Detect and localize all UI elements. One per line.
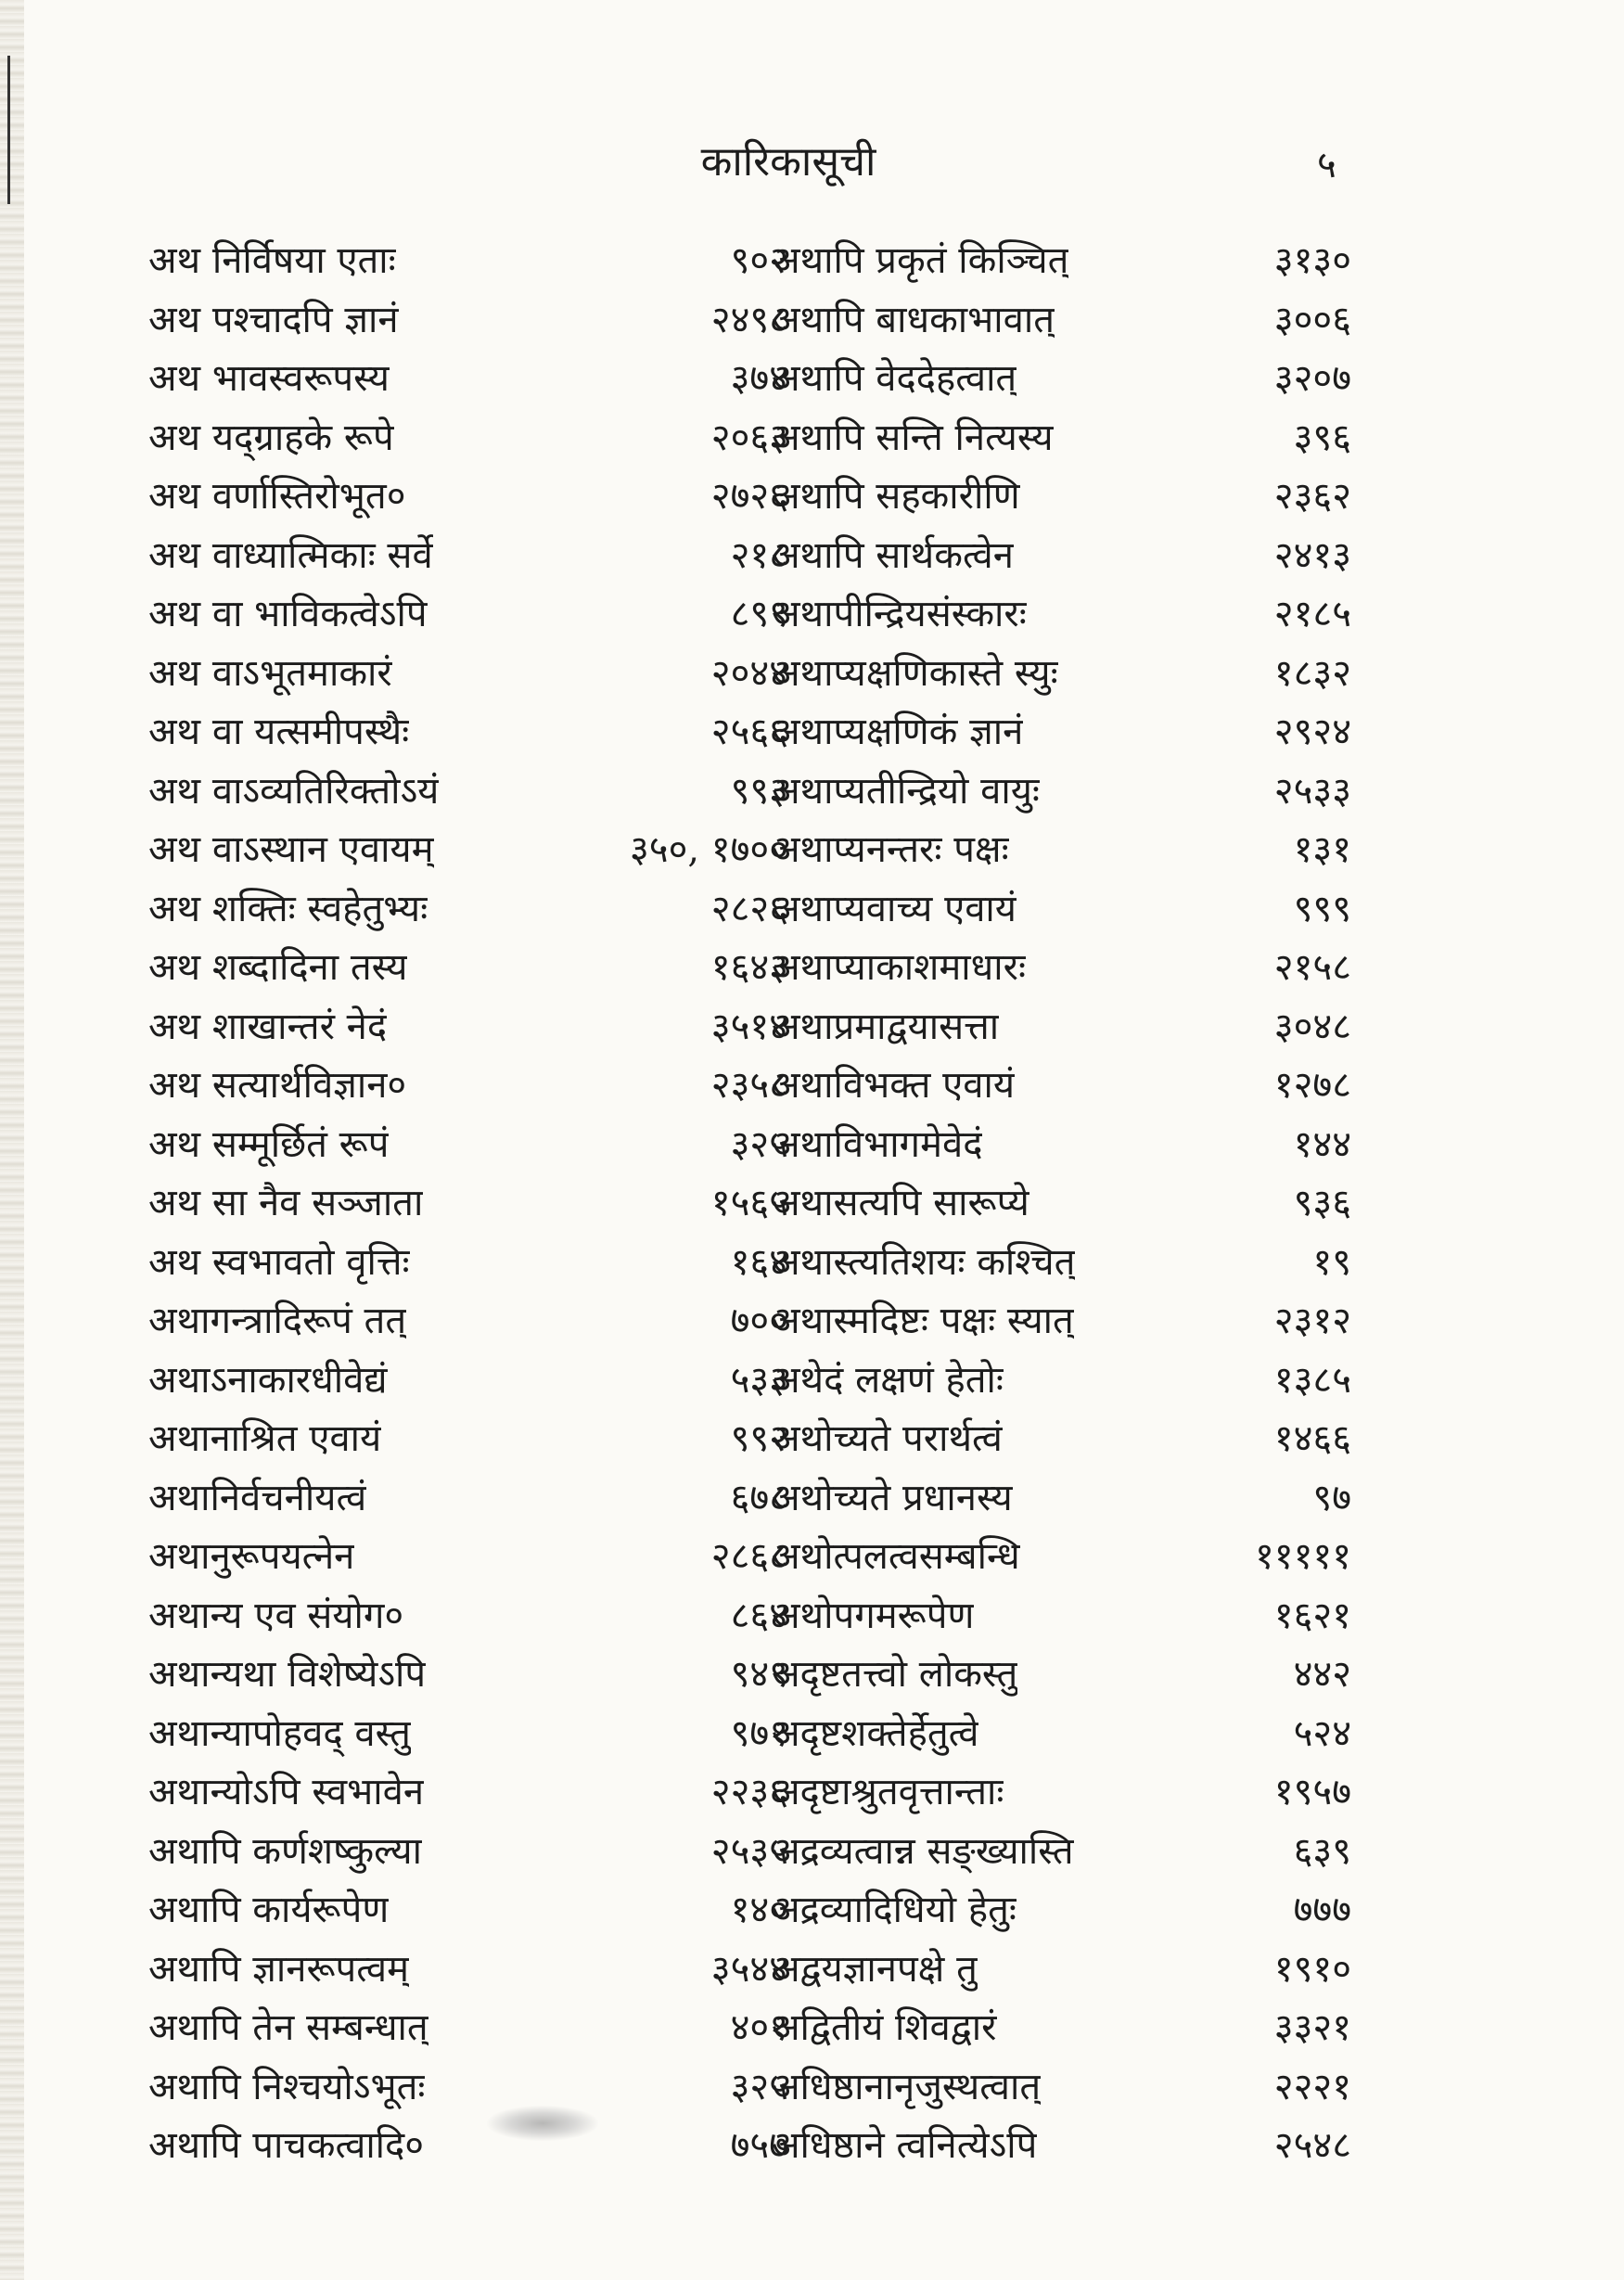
karika-text: अथाप्रमाद्वयासत्ता: [772, 1005, 1000, 1048]
karika-number: ३२५: [730, 2065, 788, 2108]
karika-number: ३१३०: [1273, 239, 1351, 282]
karika-text: अथापि सार्थकत्वेन: [772, 533, 1014, 577]
karika-number: ७५७: [730, 2124, 788, 2167]
karika-number: २९२४: [1273, 711, 1351, 753]
index-entry: [772, 821, 1351, 880]
karika-number: १२७८: [1273, 1064, 1351, 1107]
karika-text: अथाप्यवाच्य एवायं: [772, 887, 1017, 930]
karika-number: ४०१: [730, 2006, 788, 2049]
karika-number: ९९९: [1293, 887, 1351, 930]
karika-text: अधिष्ठानानृजुस्थत्वात्: [772, 2065, 1042, 2108]
karika-number: ९७: [1312, 1476, 1351, 1519]
karika-text: अथापि बाधकाभावात्: [772, 298, 1055, 341]
karika-number: ३२०७: [1273, 357, 1351, 400]
karika-number: २०६३: [710, 416, 788, 459]
karika-number: १४६६: [1273, 1417, 1351, 1460]
karika-number: ३५४४: [710, 1947, 788, 1991]
karika-number: ७७७: [1293, 1889, 1351, 1931]
index-entry: [772, 2058, 1351, 2118]
karika-text: अद्वयज्ञानपक्षे तु: [772, 1947, 978, 1991]
karika-number: १९१०: [1273, 1947, 1351, 1991]
karika-number: १३८५: [1273, 1358, 1351, 1402]
index-entry: [148, 880, 788, 940]
index-entry: [148, 1999, 788, 2058]
karika-text: अथ वाऽभूतमाकारं: [148, 651, 392, 695]
karika-number: २५६६: [710, 711, 788, 753]
karika-text: अथ वा यत्समीपस्थैः: [148, 711, 410, 753]
index-entry: [148, 232, 788, 291]
left-index-column: [148, 232, 788, 2176]
karika-text: अथ शाखान्तरं नेदं: [148, 1005, 388, 1048]
karika-text: अथाविभागमेवेदं: [772, 1122, 983, 1166]
index-entry: [772, 939, 1351, 998]
karika-text: अथाप्यनन्तरः पक्षः: [772, 828, 1009, 871]
karika-number: ९३६: [1293, 1182, 1351, 1224]
karika-number: २५४८: [1273, 2124, 1351, 2167]
karika-number: ३००६: [1273, 298, 1351, 341]
karika-number: ३५०, १७००: [629, 828, 788, 871]
page-binding-edge: [0, 0, 24, 2280]
karika-text: अथ पश्चादपि ज्ञानं: [148, 298, 399, 341]
index-entry: [772, 1116, 1351, 1175]
index-entry: [772, 1234, 1351, 1293]
karika-number: ३७४: [730, 357, 788, 400]
karika-number: २४९८: [710, 298, 788, 341]
karika-text: अथाप्यतीन्द्रियो वायुः: [772, 769, 1040, 813]
karika-text: अथेदं लक्षणं हेतोः: [772, 1358, 1004, 1402]
index-entry: [148, 939, 788, 998]
karika-text: अथापि सहकारीणि: [772, 475, 1020, 518]
karika-text: अदृष्टतत्त्वो लोकस्तु: [772, 1653, 1018, 1696]
karika-number: २३६२: [1273, 475, 1351, 518]
karika-number: २३५८: [710, 1064, 788, 1107]
karika-number: ९९३: [730, 769, 788, 813]
karika-text: अथाविभक्त एवायं: [772, 1064, 1016, 1107]
karika-text: अधिष्ठाने त्वनित्येऽपि: [772, 2124, 1038, 2167]
karika-text: अथापि पाचकत्वादि०: [148, 2124, 425, 2167]
karika-text: अथोत्पलत्वसम्बन्धि: [772, 1535, 1020, 1578]
karika-text: अथ वाऽव्यतिरिक्तोऽयं: [148, 769, 440, 813]
karika-number: १६४: [730, 1240, 788, 1284]
karika-number: १९५७: [1273, 1771, 1351, 1813]
karika-number: २१८५: [1273, 593, 1351, 635]
karika-text: अथाप्यक्षणिकं ज्ञानं: [772, 711, 1024, 753]
ink-smudge: [487, 2106, 598, 2141]
karika-text: अथोपगमरूपेण: [772, 1594, 975, 1637]
index-entry: [772, 1292, 1351, 1351]
karika-number: २०४४: [710, 651, 788, 695]
karika-text: अथ वा भाविकत्वेऽपि: [148, 593, 428, 635]
karika-text: अदृष्टाश्रुतवृत्तान्ताः: [772, 1771, 1004, 1813]
karika-number: ३९६: [1293, 416, 1351, 459]
karika-number: ६७८: [730, 1476, 788, 1519]
edge-mark: [7, 56, 10, 204]
karika-text: अथास्त्यतिशयः कश्चित्: [772, 1240, 1076, 1284]
karika-text: अथापि तेन सम्बन्धात्: [148, 2006, 428, 2049]
karika-text: अथ यद्ग्राहके रूपे: [148, 416, 394, 459]
karika-number: १३१: [1293, 828, 1351, 871]
index-entry: [772, 1881, 1351, 1941]
index-entry: [148, 1057, 788, 1116]
karika-number: ३२५: [730, 1122, 788, 1166]
karika-number: २५३५: [710, 1829, 788, 1873]
page-number: ५: [1317, 144, 1336, 186]
index-entry: [148, 585, 788, 645]
karika-text: अथानुरूपयत्नेन: [148, 1535, 355, 1578]
index-entry: [148, 1587, 788, 1646]
index-entry: [148, 703, 788, 762]
karika-text: अद्वितीयं शिवद्वारं: [772, 2006, 997, 2049]
karika-text: अथापि वेददेहत्वात्: [772, 357, 1017, 400]
running-head: कारिकासूची: [700, 138, 876, 186]
index-entry: [148, 527, 788, 586]
index-entry: [148, 1174, 788, 1234]
index-entry: [148, 998, 788, 1057]
karika-number: २२२१: [1273, 2065, 1351, 2108]
karika-number: ९४९: [730, 1653, 788, 1696]
karika-number: १११११: [1255, 1535, 1351, 1578]
karika-number: १५६५: [710, 1182, 788, 1224]
karika-number: ९७१: [730, 1711, 788, 1755]
index-entry: [148, 1351, 788, 1411]
karika-text: अद्रव्यादिधियो हेतुः: [772, 1889, 1017, 1931]
index-entry: [772, 350, 1351, 409]
karika-text: अथास्मदिष्टः पक्षः स्यात्: [772, 1300, 1074, 1342]
karika-text: अथ निर्विषया एताः: [148, 239, 396, 282]
karika-text: अथ सा नैव सञ्जाता: [148, 1182, 424, 1224]
karika-number: ९९२: [730, 1417, 788, 1460]
karika-text: अथान्यापोहवद् वस्तु: [148, 1711, 411, 1755]
index-entry: [772, 1351, 1351, 1411]
karika-text: अथाऽनाकारधीवेद्यं: [148, 1358, 388, 1402]
karika-number: २४१३: [1273, 533, 1351, 577]
index-entry: [772, 291, 1351, 351]
index-entry: [148, 762, 788, 822]
index-entry: [772, 409, 1351, 468]
karika-text: अथानाश्रित एवायं: [148, 1417, 382, 1460]
karika-text: अथागन्त्रादिरूपं तत्: [148, 1300, 407, 1342]
karika-number: १६२१: [1273, 1594, 1351, 1637]
index-entry: [148, 1469, 788, 1529]
index-entry: [772, 703, 1351, 762]
karika-text: अथापि निश्चयोऽभूतः: [148, 2065, 426, 2108]
karika-text: अथापि सन्ति नित्यस्य: [772, 416, 1054, 459]
right-index-column: [772, 232, 1351, 2176]
index-entry: [148, 645, 788, 704]
karika-number: २७२६: [710, 475, 788, 518]
index-entry: [772, 1823, 1351, 1882]
karika-number: २१५८: [1273, 946, 1351, 989]
karika-text: अथान्यथा विशेष्येऽपि: [148, 1653, 427, 1696]
karika-text: अदृष्टशक्तेर्हेतुत्वे: [772, 1711, 979, 1755]
index-entry: [148, 1116, 788, 1175]
karika-text: अथाप्याकाशमाधारः: [772, 946, 1027, 989]
index-entry: [772, 998, 1351, 1057]
karika-number: १४४: [1293, 1122, 1351, 1166]
karika-number: २१८: [730, 533, 788, 577]
index-entry: [772, 1646, 1351, 1705]
karika-number: ३०४८: [1273, 1005, 1351, 1048]
index-entry: [772, 232, 1351, 291]
index-entry: [772, 1763, 1351, 1823]
karika-number: ५२४: [1293, 1711, 1351, 1755]
index-entry: [772, 762, 1351, 822]
index-entry: [148, 1941, 788, 2000]
karika-text: अथ शक्तिः स्वहेतुभ्यः: [148, 887, 428, 930]
karika-number: ७००: [730, 1300, 788, 1342]
karika-text: अथानिर्वचनीयत्वं: [148, 1476, 367, 1519]
index-entry: [148, 1705, 788, 1764]
karika-number: ३३२१: [1273, 2006, 1351, 2049]
karika-text: अथ स्वभावतो वृत्तिः: [148, 1240, 410, 1284]
karika-text: अथापि कार्यरूपेण: [148, 1889, 390, 1931]
karika-number: ५३३: [730, 1358, 788, 1402]
index-entry: [772, 1705, 1351, 1764]
karika-number: ८६४: [730, 1594, 788, 1637]
index-entry: [148, 1823, 788, 1882]
index-entry: [148, 2117, 788, 2176]
index-entry: [148, 468, 788, 527]
index-entry: [772, 1469, 1351, 1529]
karika-text: अथापि कर्णशष्कुल्या: [148, 1829, 422, 1873]
index-entry: [772, 2117, 1351, 2176]
karika-text: अद्रव्यत्वान्न सङ्ख्यास्ति: [772, 1829, 1074, 1873]
karika-number: १९: [1312, 1240, 1351, 1284]
karika-number: ८९९: [730, 593, 788, 635]
karika-number: १४०: [730, 1889, 788, 1931]
index-entry: [148, 1528, 788, 1587]
karika-text: अथान्य एव संयोग०: [148, 1594, 404, 1637]
karika-number: ४४२: [1293, 1653, 1351, 1696]
index-entry: [772, 1587, 1351, 1646]
index-entry: [148, 291, 788, 351]
karika-text: अथासत्यपि सारूप्ये: [772, 1182, 1029, 1224]
index-entry: [148, 1881, 788, 1941]
index-entry: [772, 880, 1351, 940]
karika-number: २८६८: [710, 1535, 788, 1578]
index-entry: [148, 1646, 788, 1705]
index-entry: [148, 1234, 788, 1293]
karika-text: अथान्योऽपि स्वभावेन: [148, 1771, 425, 1813]
index-entry: [772, 1999, 1351, 2058]
index-entry: [772, 527, 1351, 586]
index-entry: [772, 1528, 1351, 1587]
karika-number: २२३६: [710, 1771, 788, 1813]
karika-text: अथापि प्रकृतं किञ्चित्: [772, 239, 1069, 282]
karika-text: अथ भावस्वरूपस्य: [148, 357, 390, 400]
karika-number: २८२६: [710, 887, 788, 930]
karika-text: अथ सत्यार्थविज्ञान०: [148, 1064, 407, 1107]
index-entry: [148, 1410, 788, 1469]
index-entry: [772, 1410, 1351, 1469]
karika-number: ३५१४: [710, 1005, 788, 1048]
index-entry: [148, 350, 788, 409]
karika-number: ६३९: [1293, 1829, 1351, 1873]
karika-number: २५३३: [1273, 769, 1351, 813]
karika-text: अथ शब्दादिना तस्य: [148, 946, 408, 989]
karika-text: अथ वाऽस्थान एवायम्: [148, 828, 434, 871]
index-entry: [148, 1763, 788, 1823]
karika-text: अथ वर्णास्तिरोभूत०: [148, 475, 406, 518]
karika-number: १६४३: [710, 946, 788, 989]
index-entry: [772, 1941, 1351, 2000]
index-entry: [772, 585, 1351, 645]
karika-number: १८३२: [1273, 651, 1351, 695]
index-entry: [772, 645, 1351, 704]
index-entry: [148, 409, 788, 468]
index-entry: [772, 1174, 1351, 1234]
karika-text: अथाप्यक्षणिकास्ते स्युः: [772, 651, 1058, 695]
index-entry: [772, 468, 1351, 527]
karika-number: २३१२: [1273, 1300, 1351, 1342]
karika-text: अथोच्यते परार्थत्वं: [772, 1417, 1003, 1460]
index-entry: [772, 1057, 1351, 1116]
index-entry: [148, 821, 788, 880]
index-entry: [148, 2058, 788, 2118]
karika-text: अथापि ज्ञानरूपत्वम्: [148, 1947, 410, 1991]
karika-text: अथापीन्द्रियसंस्कारः: [772, 593, 1027, 635]
karika-text: अथ वाध्यात्मिकाः सर्वे: [148, 533, 433, 577]
karika-text: अथ सम्मूर्छितं रूपं: [148, 1122, 390, 1166]
index-entry: [148, 1292, 788, 1351]
karika-text: अथोच्यते प्रधानस्य: [772, 1476, 1013, 1519]
karika-number: ९०२: [730, 239, 788, 282]
